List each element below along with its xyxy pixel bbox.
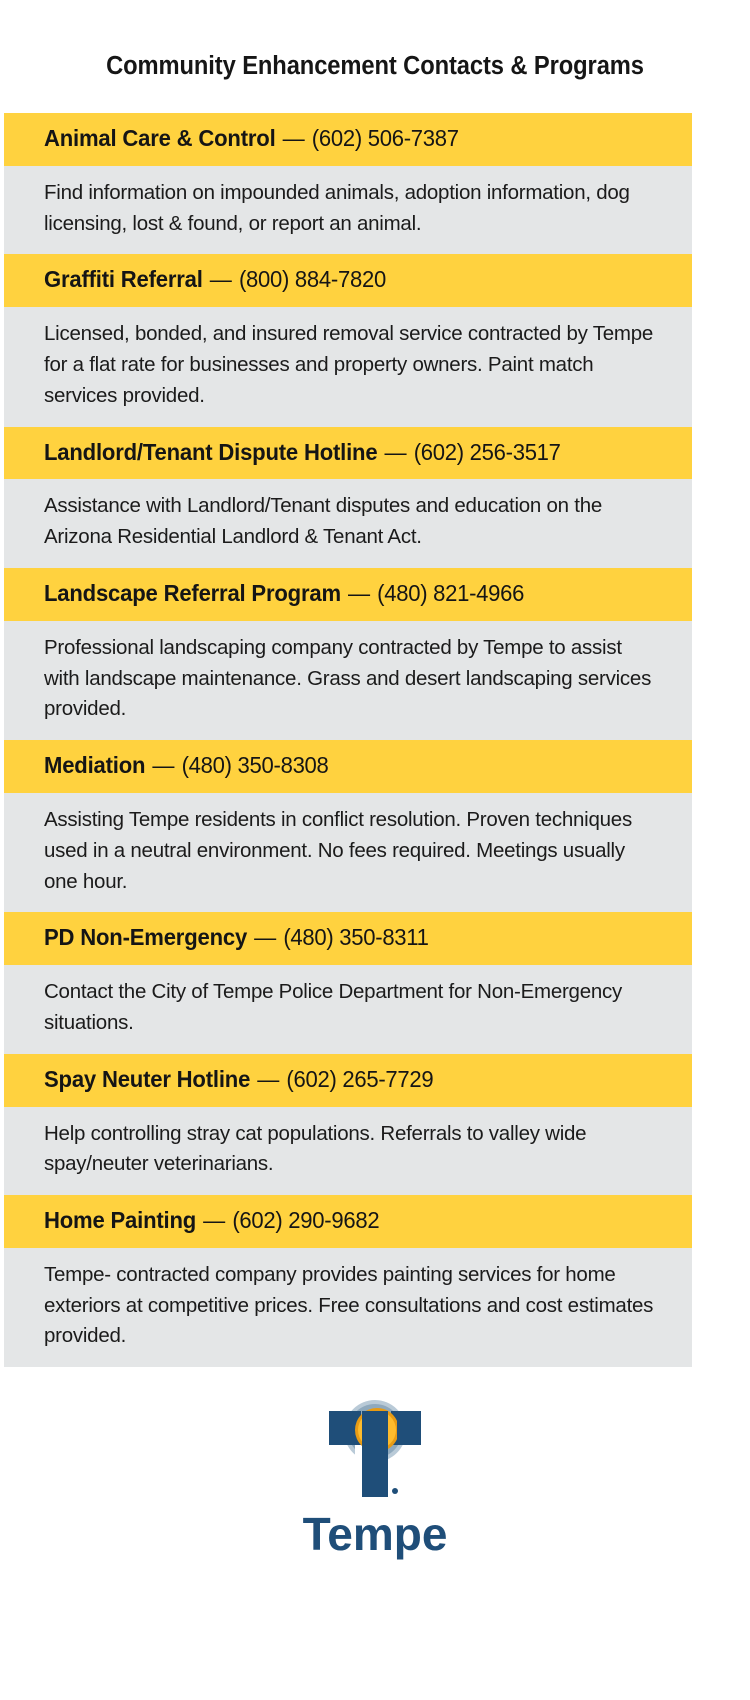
contact-entry-phone[interactable]: (602) 256-3517: [413, 438, 561, 465]
contact-entry-separator: —: [347, 579, 371, 606]
contact-entry-separator: —: [257, 1065, 280, 1092]
contact-entry: [4, 254, 692, 426]
contact-entry-name: PD Non-Emergency: [44, 924, 248, 951]
contact-entry-header: [4, 427, 692, 480]
contact-entry-separator: —: [254, 924, 277, 951]
contact-entry-name: Mediation: [44, 752, 146, 779]
tempe-t-sun-icon: [315, 1399, 435, 1507]
contact-entry-header: [4, 1054, 692, 1107]
contact-entry-phone[interactable]: (602) 265-7729: [286, 1065, 434, 1092]
contact-entry-separator: —: [203, 1207, 226, 1234]
contact-entry-phone[interactable]: (480) 350-8308: [181, 752, 329, 779]
contact-entry-name: Animal Care & Control: [44, 125, 276, 152]
contact-entry-header: [4, 568, 692, 621]
contact-entry-description: Professional landscaping company contracted by Tempe to assist with landscape maintenance. Grass and desert landscaping services provided.: [4, 621, 692, 740]
contact-entry-phone[interactable]: (602) 506-7387: [311, 125, 459, 152]
city-of-tempe-logo: [287, 1399, 463, 1561]
contact-entry-description: Tempe- contracted company provides painting services for home exteriors at competitive prices. Free consultations and cost estimates provided.: [4, 1248, 692, 1367]
contact-entry-description: Help controlling stray cat populations. Referrals to valley wide spay/neuter veterinarians.: [4, 1107, 692, 1196]
contact-entry-header-line: [44, 751, 666, 781]
contact-entry-header: [4, 912, 692, 965]
contact-entry-name: Landlord/Tenant Dispute Hotline: [44, 438, 378, 465]
contact-entry-header-line: [44, 438, 666, 468]
contact-entry-header-line: [44, 1065, 666, 1095]
contact-entry-header-line: [44, 265, 666, 295]
contact-entry: [4, 427, 692, 568]
contact-entry-description: Find information on impounded animals, adoption information, dog licensing, lost & found, or report an animal.: [4, 166, 692, 255]
footer: [0, 1399, 750, 1561]
contact-entry-description: Assistance with Landlord/Tenant disputes and education on the Arizona Residential Landlord & Tenant Act.: [4, 479, 692, 568]
contact-entry: [4, 912, 692, 1053]
contact-entry: [4, 1054, 692, 1195]
contact-entry-phone[interactable]: (480) 350-8311: [283, 924, 429, 951]
contact-entry-name: Landscape Referral Program: [44, 579, 341, 606]
contact-entry-separator: —: [152, 752, 175, 779]
contact-entry: [4, 1195, 692, 1367]
contact-entry-description: Assisting Tempe residents in conflict resolution. Proven techniques used in a neutral environment. No fees required. Meetings usually one hour.: [4, 793, 692, 912]
contact-entry-separator: —: [384, 438, 407, 465]
contact-entry-separator: —: [209, 266, 232, 293]
contact-entry-header: [4, 740, 692, 793]
contact-entry-name: Spay Neuter Hotline: [44, 1065, 251, 1092]
contact-entry-name: Graffiti Referral: [44, 266, 203, 293]
contact-entry-header: [4, 113, 692, 166]
contact-entry-header: [4, 254, 692, 307]
contact-entry-description: Licensed, bonded, and insured removal service contracted by Tempe for a flat rate for businesses and property owners. Paint match services provided.: [4, 307, 692, 426]
contact-entry-header-line: [44, 124, 666, 154]
contact-entry-header-line: [44, 923, 666, 953]
contact-entry-description: Contact the City of Tempe Police Department for Non-Emergency situations.: [4, 965, 692, 1054]
contact-entry-separator: —: [282, 125, 305, 152]
tempe-wordmark: [287, 1509, 463, 1561]
contact-entry-phone[interactable]: (480) 821-4966: [377, 579, 525, 606]
page-title: Community Enhancement Contacts & Programs: [106, 52, 644, 80]
contact-entry: [4, 568, 692, 740]
contact-entry: [4, 740, 692, 912]
contact-entry-header-line: [44, 1206, 666, 1236]
tempe-wordmark-text: Tempe: [302, 1509, 448, 1561]
contact-entry-list: [0, 113, 750, 1367]
contact-entry-name: Home Painting: [44, 1207, 197, 1234]
contact-entry: [4, 113, 692, 254]
contact-entry-phone[interactable]: (800) 884-7820: [238, 266, 386, 293]
contact-entry-header-line: [44, 579, 666, 609]
contact-entry-header: [4, 1195, 692, 1248]
contact-entry-phone[interactable]: (602) 290-9682: [232, 1207, 380, 1234]
